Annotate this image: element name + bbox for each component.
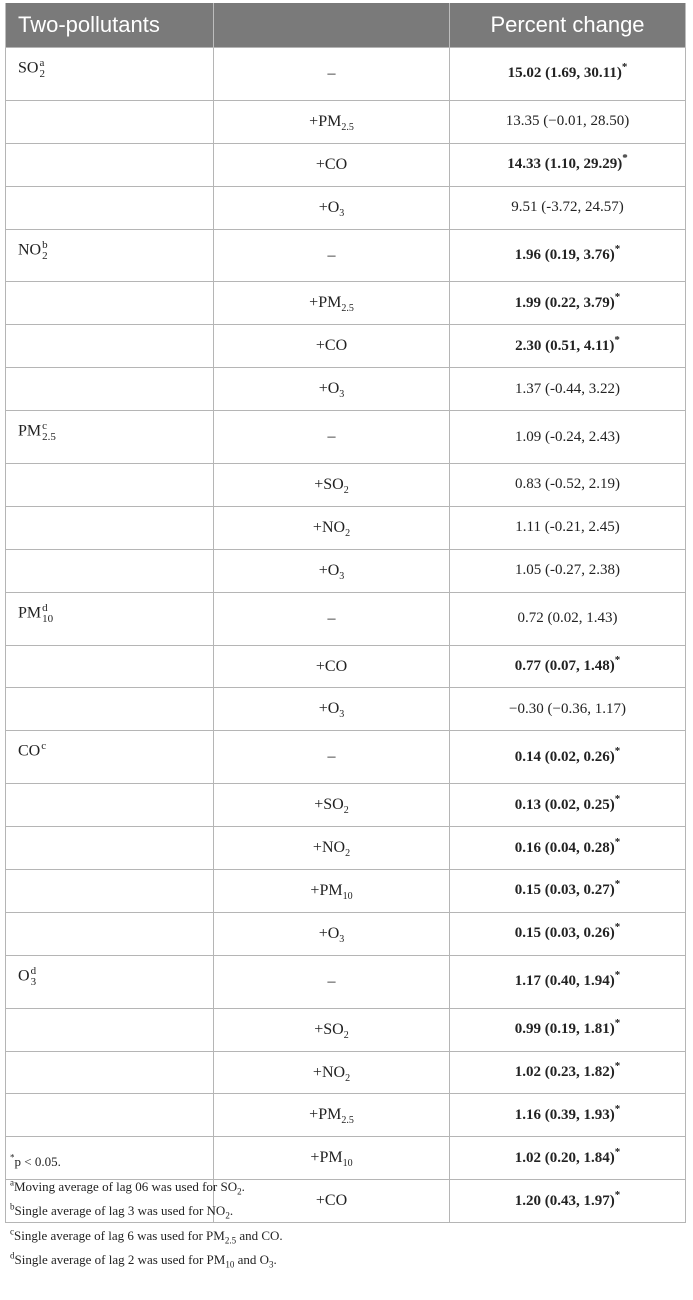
table-row xyxy=(6,464,686,507)
adjustment-cell: $+SO_2$ xyxy=(214,784,450,827)
adjustment-cell: +CO xyxy=(214,143,450,186)
adjustment-cell: – xyxy=(214,955,450,1008)
pollutant-cell xyxy=(6,506,214,549)
percent-change-cell: 0.16 (0.04, 0.28)* xyxy=(450,827,686,870)
percent-change-cell: 0.72 (0.02, 1.43) xyxy=(450,592,686,645)
percent-change-cell: 0.83 (-0.52, 2.19) xyxy=(450,464,686,507)
adjustment-cell: $+NO_2$ xyxy=(214,827,450,870)
adjustment-cell: $+PM_{2.5}$ xyxy=(214,1094,450,1137)
header-two-pollutants: Two-pollutants xyxy=(6,3,214,48)
adjustment-cell: – xyxy=(214,229,450,282)
header-percent-change: Percent change xyxy=(450,3,686,48)
pollutant-cell: PM d 10 xyxy=(6,592,214,645)
percent-change-cell: 14.33 (1.10, 29.29)* xyxy=(450,143,686,186)
percent-change-cell: 0.15 (0.03, 0.27)* xyxy=(450,870,686,913)
pollutant-cell xyxy=(6,1051,214,1094)
table-row xyxy=(6,645,686,688)
table-row xyxy=(6,592,686,645)
adjustment-cell: $+NO_2$ xyxy=(214,1051,450,1094)
adjustment-cell: $+PM_{2.5}$ xyxy=(214,100,450,143)
table-row xyxy=(6,955,686,1008)
footnote-d: $^d$Single average of lag 2 was used for $PM_{10}$ and $O_3$. xyxy=(10,1250,277,1270)
adjustment-cell: – xyxy=(214,731,450,784)
pollutant-cell xyxy=(6,549,214,592)
percent-change-cell: 2.30 (0.51, 4.11)* xyxy=(450,325,686,368)
pollutant-cell: SO a 2 xyxy=(6,48,214,101)
table-row xyxy=(6,325,686,368)
percent-change-cell: 13.35 (−0.01, 28.50) xyxy=(450,100,686,143)
percent-change-cell: 1.09 (-0.24, 2.43) xyxy=(450,411,686,464)
percent-change-cell: 1.02 (0.20, 1.84)* xyxy=(450,1137,686,1180)
table-row xyxy=(6,827,686,870)
pollutant-cell xyxy=(6,1094,214,1137)
pollutant-cell xyxy=(6,186,214,229)
table-row xyxy=(6,870,686,913)
pollutant-cell: NO b 2 xyxy=(6,229,214,282)
adjustment-cell: $+O_3$ xyxy=(214,368,450,411)
pollutant-cell xyxy=(6,912,214,955)
percent-change-cell: 1.99 (0.22, 3.79)* xyxy=(450,282,686,325)
percent-change-cell: 1.05 (-0.27, 2.38) xyxy=(450,549,686,592)
pollutant-cell: O d 3 xyxy=(6,955,214,1008)
adjustment-cell: $+PM_{10}$ xyxy=(214,1137,450,1180)
percent-change-cell: 9.51 (-3.72, 24.57) xyxy=(450,186,686,229)
pollutant-cell: PM c 2.5 xyxy=(6,411,214,464)
footnotes xyxy=(10,1150,680,1273)
pollutant-cell xyxy=(6,827,214,870)
adjustment-cell: +CO xyxy=(214,325,450,368)
footnote-b: $^b$Single average of lag 3 was used for $NO_2$. xyxy=(10,1201,234,1221)
adjustment-cell: – xyxy=(214,411,450,464)
table-row xyxy=(6,549,686,592)
pollutant-cell xyxy=(6,784,214,827)
table-row xyxy=(6,186,686,229)
pollutant-cell: CO c xyxy=(6,731,214,784)
percent-change-cell: 1.20 (0.43, 1.97)* xyxy=(450,1180,686,1223)
percent-change-cell: 1.96 (0.19, 3.76)* xyxy=(450,229,686,282)
pollutant-cell xyxy=(6,143,214,186)
pollutant-cell xyxy=(6,870,214,913)
adjustment-cell: $+NO_2$ xyxy=(214,506,450,549)
table-row xyxy=(6,688,686,731)
table-row xyxy=(6,784,686,827)
percent-change-cell: 1.16 (0.39, 1.93)* xyxy=(450,1094,686,1137)
percent-change-cell: 1.11 (-0.21, 2.45) xyxy=(450,506,686,549)
pollutant-cell xyxy=(6,1008,214,1051)
table-row xyxy=(6,143,686,186)
adjustment-cell: $+PM_{10}$ xyxy=(214,870,450,913)
results-table-container xyxy=(5,3,685,1223)
pollutant-cell xyxy=(6,325,214,368)
table-row xyxy=(6,1008,686,1051)
pollutant-cell xyxy=(6,282,214,325)
table-row xyxy=(6,368,686,411)
table-row xyxy=(6,1094,686,1137)
percent-change-cell: −0.30 (−0.36, 1.17) xyxy=(450,688,686,731)
adjustment-cell: $+SO_2$ xyxy=(214,464,450,507)
percent-change-cell: 1.02 (0.23, 1.82)* xyxy=(450,1051,686,1094)
adjustment-cell: – xyxy=(214,592,450,645)
adjustment-cell: – xyxy=(214,48,450,101)
table-row xyxy=(6,1051,686,1094)
footnote-significance: *p < 0.05. xyxy=(10,1152,61,1169)
footnote-c: $^c$Single average of lag 6 was used for $PM_{2.5}$ and CO. xyxy=(10,1226,283,1246)
adjustment-cell: $+O_3$ xyxy=(214,912,450,955)
table-row xyxy=(6,912,686,955)
percent-change-cell: 1.37 (-0.44, 3.22) xyxy=(450,368,686,411)
adjustment-cell: $+O_3$ xyxy=(214,186,450,229)
percent-change-cell: 0.14 (0.02, 0.26)* xyxy=(450,731,686,784)
percent-change-cell: 15.02 (1.69, 30.11)* xyxy=(450,48,686,101)
pollutant-cell xyxy=(6,688,214,731)
table-row xyxy=(6,411,686,464)
percent-change-cell: 0.15 (0.03, 0.26)* xyxy=(450,912,686,955)
adjustment-cell: $+SO_2$ xyxy=(214,1008,450,1051)
two-pollutant-table xyxy=(5,3,686,1223)
table-row xyxy=(6,100,686,143)
pollutant-cell xyxy=(6,645,214,688)
pollutant-cell xyxy=(6,368,214,411)
table-row xyxy=(6,731,686,784)
footnote-a: $^a$Moving average of lag 06 was used for $SO_2$. xyxy=(10,1177,245,1197)
header-adjustment xyxy=(214,3,450,48)
adjustment-cell: $+O_3$ xyxy=(214,688,450,731)
table-row xyxy=(6,506,686,549)
percent-change-cell: 1.17 (0.40, 1.94)* xyxy=(450,955,686,1008)
table-body xyxy=(6,48,686,1223)
adjustment-cell: +CO xyxy=(214,1180,450,1223)
table-row xyxy=(6,229,686,282)
adjustment-cell: +CO xyxy=(214,645,450,688)
pollutant-cell xyxy=(6,100,214,143)
table-header-row xyxy=(6,3,686,48)
percent-change-cell: 0.77 (0.07, 1.48)* xyxy=(450,645,686,688)
table-row xyxy=(6,48,686,101)
percent-change-cell: 0.99 (0.19, 1.81)* xyxy=(450,1008,686,1051)
adjustment-cell: $+O_3$ xyxy=(214,549,450,592)
adjustment-cell: $+PM_{2.5}$ xyxy=(214,282,450,325)
pollutant-cell xyxy=(6,464,214,507)
percent-change-cell: 0.13 (0.02, 0.25)* xyxy=(450,784,686,827)
table-row xyxy=(6,282,686,325)
